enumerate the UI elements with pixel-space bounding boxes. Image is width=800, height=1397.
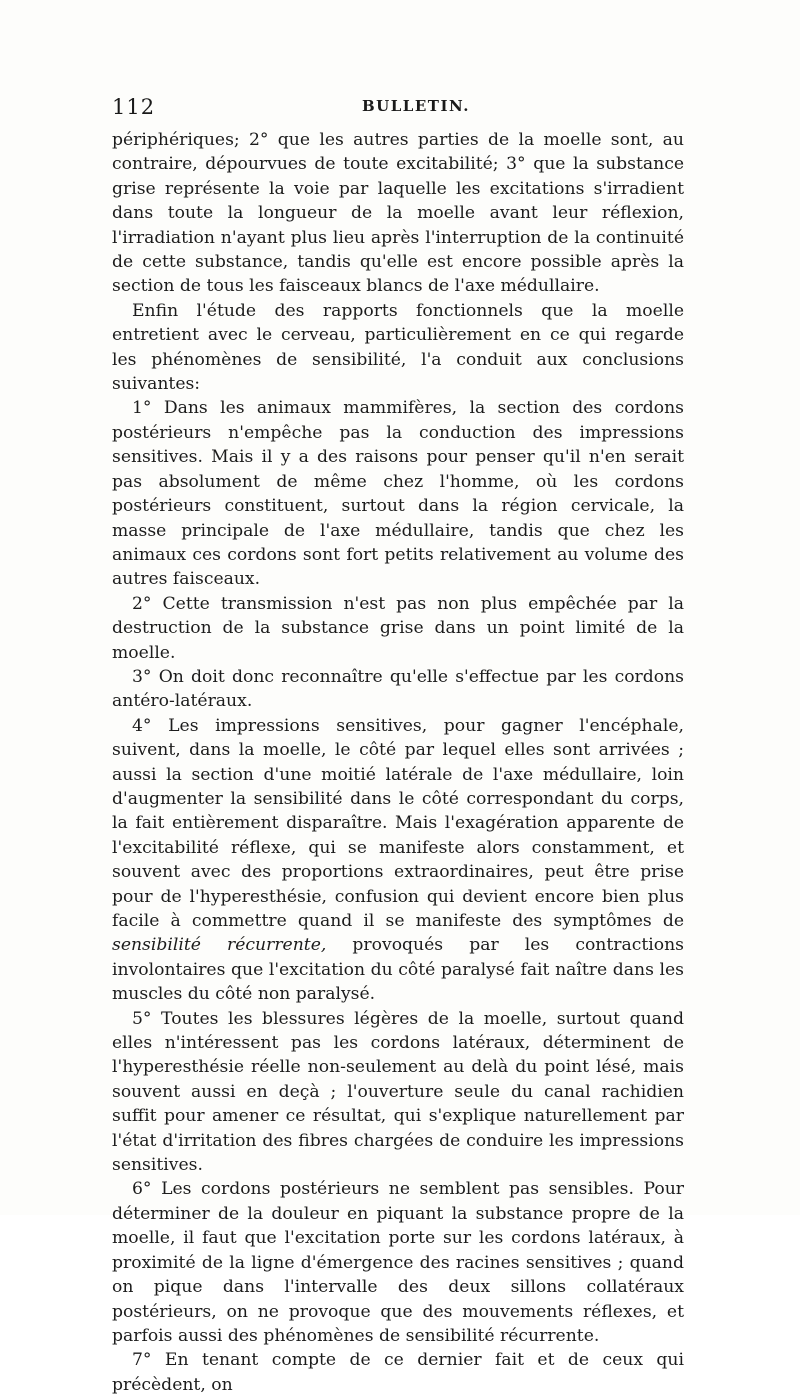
page-header [112,95,688,119]
paragraph-4-text-before: 4° Les impressions sensitives, pour gagner l'encéphale, suivent, dans la moelle, le côté par lequel elles sont arrivées ; aussi la section d'une moitié latérale de l'axe médullaire, loin d'augmenter la sensibilité dans le côté correspondant du corps, la fait entièrement disparaître. Mais l'exagération apparente de l'excitabilité réflexe, qui se manifeste alors constamment, et souvent avec des proportions extraordinaires, peut être prise pour de l'hyperesthésie, confusion qui devient encore bien plus facile à commettre quand il se manifeste des symptômes de [112,715,684,931]
paragraph-conclusion-4 [112,714,684,1007]
paragraph-conclusion-7: 7° En tenant compte de ce dernier fait et de ceux qui précèdent, on [112,1350,684,1395]
paragraph-4-italic-term: sensibilité récurrente, [112,935,327,956]
paragraph-conclusion-6: 6° Les cordons postérieurs ne semblent pas sensibles. Pour déterminer de la douleur en piquant la substance propre de la moelle, il faut que l'excitation porte sur les cordons latéraux, à proximité de la ligne d'émergence des racines sensitives ; quand on pique dans l'intervalle des deux sillons collatéraux postérieurs, on ne provoque que des mouvements réflexes, et parfois aussi des phénomènes de sensibilité récurrente. [112,1179,684,1346]
paragraph-continuation: périphériques; 2° que les autres parties de la moelle sont, au contraire, dépourvues de toute excitabilité; 3° que la substance grise représente la voie par laquelle les excitations s'irradient dans toute la longueur de la moelle avant leur réflexion, l'irradiation n'ayant plus lieu après l'interruption de la continuité de cette substance, tandis qu'elle est encore possible après la section de tous les faisceaux blancs de l'axe médullaire. [112,130,684,297]
running-head: BULLETIN. [362,97,470,115]
paragraph-conclusion-5: 5° Toutes les blessures légères de la moelle, surtout quand elles n'intéressent pas les cordons latéraux, déterminent de l'hyperesthésie réelle non-seulement au delà du point lésé, mais souvent aussi en deçà ; l'ouverture seule du canal rachidien suffit pour amener ce résultat, qui s'explique naturellement par l'état d'irritation des fibres chargées de conduire les impressions sensitives. [112,1008,684,1176]
paragraph-intro: Enfin l'étude des rapports fonctionnels que la moelle entretient avec le cerveau, particulièrement en ce qui regarde les phénomènes de sensibilité, l'a conduit aux conclusions suivantes: [112,300,684,395]
paragraph-conclusion-2: 2° Cette transmission n'est pas non plus empêchée par la destruction de la substance grise dans un point limité de la moelle. [112,593,684,663]
paragraph-conclusion-1: 1° Dans les animaux mammifères, la section des cordons postérieurs n'empêche pas la conduction des impressions sensitives. Mais il y a des raisons pour penser qu'il n'en serait pas absolument de même chez l'homme, où les cordons postérieurs constituent, surtout dans la région cervicale, la masse principale de l'axe médullaire, tandis que chez les animaux ces cordons sont fort petits relativement au volume des autres faisceaux. [112,398,684,590]
paragraph-4-text-after: provoqués par les contractions involontaires que l'excitation du côté paralysé fait naître dans les muscles du côté non paralysé. [112,935,684,1005]
paragraph-conclusion-3: 3° On doit donc reconnaître qu'elle s'effectue par les cordons antéro-latéraux. [112,666,684,712]
page-number: 112 [112,95,156,119]
body-text [112,128,684,1397]
